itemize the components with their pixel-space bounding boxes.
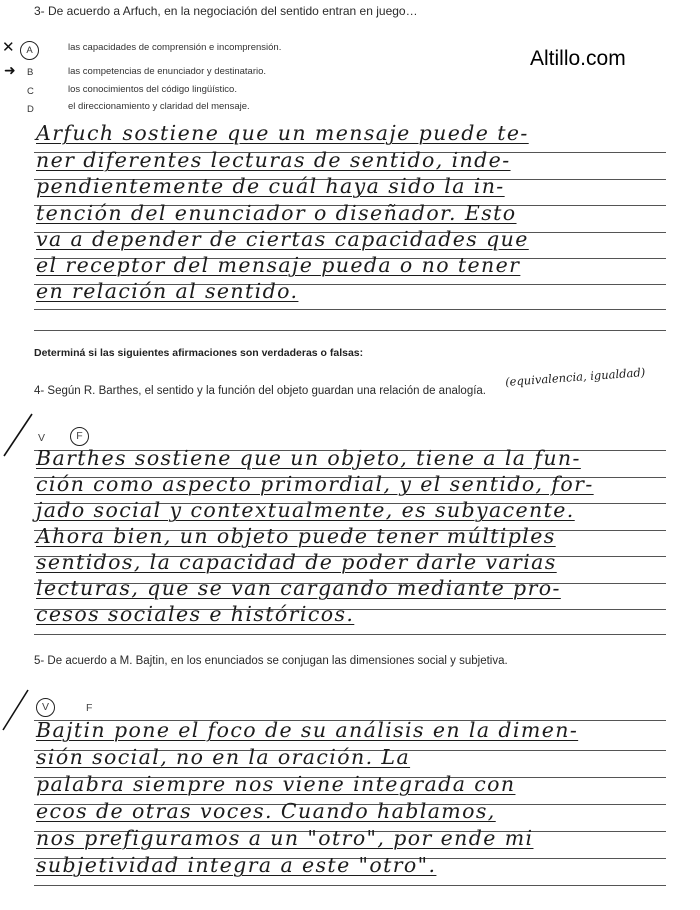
q4-answer-line: Barthes sostiene que un objeto, tiene a la fun- [36,446,581,470]
q5-answer-line: palabra siempre nos viene integrada con [36,772,516,796]
q4-option-v: V [38,432,46,444]
cross-mark: ✕ [2,38,15,56]
q3-answer-line: tención del enunciador o diseñador. Esto [36,201,517,225]
q4-answer-line: cesos sociales e históricos. [36,602,355,626]
q3-answer-line: Arfuch sostiene que un mensaje puede te- [36,121,529,145]
ruled-line [34,309,666,310]
ruled-line [34,634,666,635]
check-mark [0,410,40,460]
question-5: 5- De acuerdo a M. Bajtin, en los enunciados se conjugan las dimensiones social y subjetiva. [34,655,508,667]
ruled-line [34,885,666,886]
q4-answer-line: Ahora bien, un objeto puede tener múltiples [36,524,556,548]
q5-option-v: V [36,698,55,717]
q5-answer-line: ecos de otras voces. Cuando hablamos, [36,799,496,823]
q4-answer-line: lecturas, que se van cargando mediante pro- [36,576,561,600]
section-title: Determiná si las siguientes afirmaciones son verdaderas o falsas: [34,347,364,359]
option-d-text: el direccionamiento y claridad del mensaje. [68,101,250,112]
q5-answer-line: sión social, no en la oración. La [36,745,411,769]
option-b-letter: B [27,67,34,78]
q4-answer-line: sentidos, la capacidad de poder darle varias [36,550,557,574]
q4-answer-line: ción como aspecto primordial, y el sentido, for- [36,472,594,496]
option-c-text: los conocimientos del código lingüístico. [68,84,237,95]
q3-answer-line: pendientemente de cuál haya sido la in- [36,174,505,198]
q5-answer-line: Bajtin pone el foco de su análisis en la dimen- [36,718,579,742]
check-mark [0,686,36,734]
q3-answer-line: ner diferentes lecturas de sentido, inde- [36,148,511,172]
arrow-mark: ➜ [4,63,16,79]
q5-option-f: F [86,702,93,714]
q3-answer-line: en relación al sentido. [36,279,299,303]
option-d-letter: D [27,104,34,115]
option-c-letter: C [27,86,34,97]
q4-option-f: F [70,427,89,446]
option-a-letter: A [20,41,39,60]
q3-answer-line: va a depender de ciertas capacidades que [36,227,529,251]
q5-answer-line: subjetividad integra a este "otro". [36,853,437,877]
q5-answer-line: nos prefiguramos a un "otro", por ende mi [36,826,534,850]
q4-handwritten-note: (equivalencia, igualdad) [504,365,646,389]
option-a-text: las capacidades de comprensión e incomprensión. [68,42,282,53]
q4-answer-line: jado social y contextualmente, es subyacente. [36,498,575,522]
question-4: 4- Según R. Barthes, el sentido y la función del objeto guardan una relación de analogía. [34,385,487,397]
option-b-text: las competencias de enunciador y destinatario. [68,66,267,77]
watermark: Altillo.com [530,47,626,70]
q3-answer-line: el receptor del mensaje pueda o no tener [36,253,521,277]
ruled-line [34,330,666,331]
question-3: 3- De acuerdo a Arfuch, en la negociación del sentido entran en juego… [34,4,418,18]
